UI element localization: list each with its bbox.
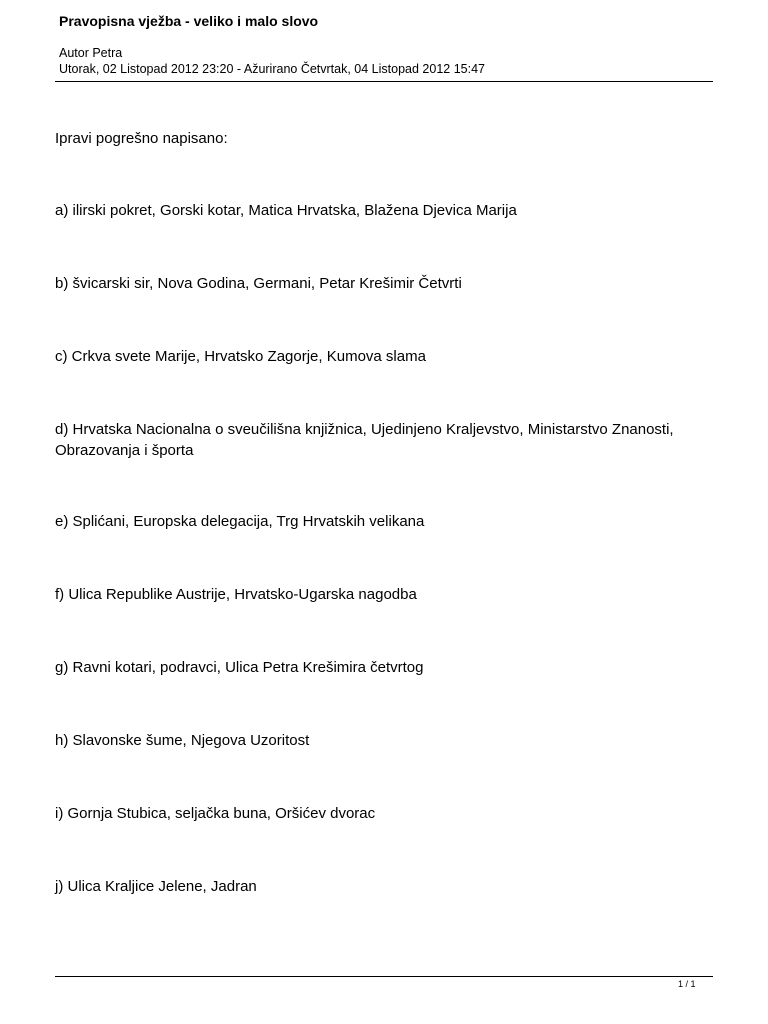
- exercise-item-g: g) Ravni kotari, podravci, Ulica Petra Krešimira četvrtog: [55, 659, 424, 676]
- exercise-item-b: b) švicarski sir, Nova Godina, Germani, Petar Krešimir Četvrti: [55, 275, 462, 292]
- date-line: Utorak, 02 Listopad 2012 23:20 - Ažurirano Četvrtak, 04 Listopad 2012 15:47: [59, 62, 485, 76]
- exercise-item-a: a) ilirski pokret, Gorski kotar, Matica Hrvatska, Blažena Djevica Marija: [55, 202, 517, 219]
- exercise-item-f: f) Ulica Republike Austrije, Hrvatsko-Ugarska nagodba: [55, 586, 417, 603]
- exercise-item-c: c) Crkva svete Marije, Hrvatsko Zagorje, Kumova slama: [55, 348, 426, 365]
- author-line: Autor Petra: [59, 46, 123, 60]
- exercise-item-e: e) Splićani, Europska delegacija, Trg Hrvatskih velikana: [55, 513, 425, 530]
- exercise-item-d: d) Hrvatska Nacionalna o sveučilišna knjižnica, Ujedinjeno Kraljevstvo, Ministarstvo Znanosti, Obrazovanja i športa: [55, 421, 674, 459]
- page-title: Pravopisna vježba - veliko i malo slovo: [59, 13, 319, 29]
- exercise-item-j: j) Ulica Kraljice Jelene, Jadran: [55, 878, 257, 895]
- footer-divider: [55, 976, 713, 977]
- exercise-item-h: h) Slavonske šume, Njegova Uzoritost: [55, 732, 310, 749]
- header-divider: [55, 81, 713, 82]
- instruction-text: Ipravi pogrešno napisano:: [55, 130, 228, 147]
- page-number: 1 / 1: [678, 979, 696, 989]
- exercise-item-i: i) Gornja Stubica, seljačka buna, Oršićev dvorac: [55, 805, 376, 822]
